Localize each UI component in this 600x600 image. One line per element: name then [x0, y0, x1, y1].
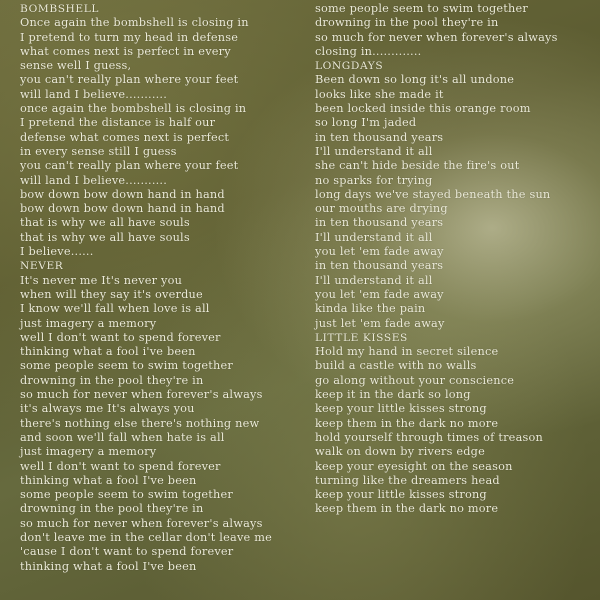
- lyric-line: I pretend the distance is half our: [20, 116, 216, 130]
- lyric-line: build a castle with no walls: [315, 359, 477, 373]
- lyrics-column-right: [315, 2, 595, 517]
- lyric-line: so much for never when forever's always: [20, 388, 263, 402]
- lyric-line: our mouths are drying: [315, 202, 448, 216]
- lyric-line: Been down so long it's all undone: [315, 73, 515, 87]
- lyric-line: well I don't want to spend forever: [20, 459, 221, 473]
- lyric-line: it's always me It's always you: [20, 402, 195, 416]
- lyric-line: keep them in the dark no more: [315, 502, 499, 516]
- lyric-line: when will they say it's overdue: [20, 287, 203, 301]
- lyric-line: well I don't want to spend forever: [20, 330, 221, 344]
- lyric-line: 'cause I don't want to spend forever: [20, 545, 234, 559]
- lyric-line: drowning in the pool they're in: [20, 373, 204, 387]
- lyric-line: what comes next is perfect in every: [20, 44, 231, 58]
- lyric-line: so much for never when forever's always: [20, 516, 263, 530]
- lyric-line: thinking what a fool I've been: [20, 473, 197, 487]
- lyric-line: once again the bombshell is closing in: [20, 102, 247, 116]
- lyrics-column-left: [20, 2, 310, 574]
- lyric-line: keep them in the dark no more: [315, 416, 499, 430]
- lyric-line: she can't hide beside the fire's out: [315, 159, 520, 173]
- lyric-line: I'll understand it all: [315, 273, 433, 287]
- lyric-line: you let 'em fade away: [315, 287, 444, 301]
- lyric-line: don't leave me in the cellar don't leave me: [20, 530, 272, 544]
- lyric-line: I know we'll fall when love is all: [20, 302, 210, 316]
- lyric-line: I pretend to turn my head in defense: [20, 30, 239, 44]
- lyric-line: turning like the dreamers head: [315, 473, 500, 487]
- lyric-line: been locked inside this orange room: [315, 102, 531, 116]
- lyric-line: will land I believe...........: [20, 173, 167, 187]
- lyric-line: and soon we'll fall when hate is all: [20, 430, 225, 444]
- lyric-line: Once again the bombshell is closing in: [20, 16, 249, 30]
- song-title: NEVER: [20, 260, 64, 273]
- song-title: BOMBSHELL: [20, 3, 99, 15]
- lyric-line: just let 'em fade away: [315, 316, 445, 330]
- lyric-line: drowning in the pool they're in: [20, 502, 204, 516]
- lyric-line: thinking what a fool i've been: [20, 345, 196, 359]
- lyric-line: I believe......: [20, 245, 94, 259]
- lyric-line: some people seem to swim together: [20, 359, 233, 373]
- lyric-line: some people seem to swim together: [315, 2, 528, 15]
- lyric-line: some people seem to swim together: [20, 488, 233, 502]
- lyric-line: long days we've stayed beneath the sun: [315, 187, 551, 201]
- lyric-line: you can't really plan where your feet: [20, 159, 239, 173]
- lyric-line: there's nothing else there's nothing new: [20, 416, 260, 430]
- lyric-line: will land I believe...........: [20, 87, 167, 101]
- lyric-line: in ten thousand years: [315, 259, 444, 273]
- lyric-line: defense what comes next is perfect: [20, 130, 230, 144]
- lyric-line: go along without your conscience: [315, 373, 515, 387]
- lyric-line: I'll understand it all: [315, 144, 433, 158]
- lyric-line: you can't really plan where your feet: [20, 73, 239, 87]
- lyric-line: keep it in the dark so long: [315, 388, 471, 402]
- lyric-line: that is why we all have souls: [20, 216, 190, 230]
- lyric-line: keep your little kisses strong: [315, 402, 487, 416]
- lyric-line: sense well I guess,: [20, 59, 132, 73]
- lyric-line: Hold my hand in secret silence: [315, 345, 499, 359]
- lyric-line: in every sense still I guess: [20, 144, 177, 158]
- song-title: LONGDAYS: [315, 60, 384, 73]
- lyric-line: I'll understand it all: [315, 230, 433, 244]
- lyric-line: keep your eyesight on the season: [315, 459, 513, 473]
- lyric-line: so much for never when forever's always: [315, 30, 558, 44]
- lyric-line: bow down bow down hand in hand: [20, 187, 225, 201]
- lyric-line: bow down bow down hand in hand: [20, 202, 225, 216]
- lyric-line: just imagery a memory: [20, 316, 157, 330]
- lyric-line: drowning in the pool they're in: [315, 16, 499, 30]
- lyric-line: It's never me It's never you: [20, 273, 183, 287]
- lyric-line: no sparks for trying: [315, 173, 433, 187]
- lyric-line: you let 'em fade away: [315, 245, 444, 259]
- lyric-line: in ten thousand years: [315, 216, 444, 230]
- lyric-line: hold yourself through times of treason: [315, 430, 543, 444]
- lyric-line: that is why we all have souls: [20, 230, 190, 244]
- lyric-line: so long I'm jaded: [315, 116, 417, 130]
- lyric-line: just imagery a memory: [20, 445, 157, 459]
- lyric-line: kinda like the pain: [315, 302, 426, 316]
- lyric-line: keep your little kisses strong: [315, 488, 487, 502]
- lyric-line: in ten thousand years: [315, 130, 444, 144]
- lyric-line: looks like she made it: [315, 87, 444, 101]
- lyric-line: thinking what a fool I've been: [20, 559, 197, 573]
- lyric-line: closing in.............: [315, 44, 422, 58]
- song-title: LITTLE KISSES: [315, 331, 408, 344]
- lyric-line: walk on down by rivers edge: [315, 445, 485, 459]
